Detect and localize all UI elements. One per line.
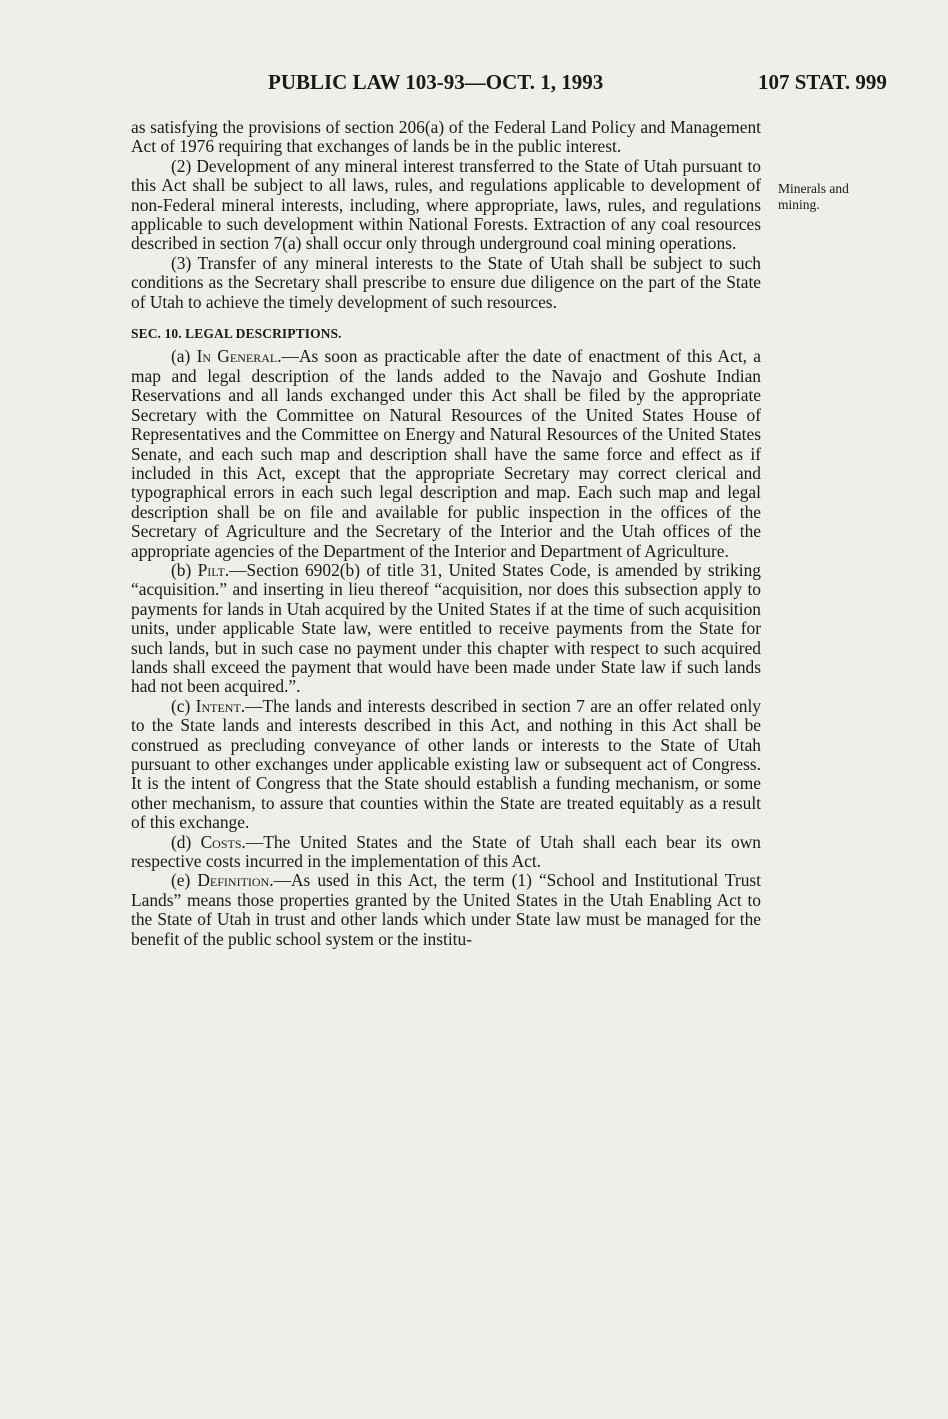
margin-note-line: mining. <box>778 197 820 212</box>
margin-note <box>778 181 888 213</box>
subsection-d-caption: Costs <box>200 831 242 852</box>
header-page-number: 107 STAT. 999 <box>758 70 887 94</box>
running-header <box>0 70 948 100</box>
subsection-b-text: .—Section 6902(b) of title 31, United States Code, is amended by striking “acquisition.” and inserting in lieu thereof “acquisition, nor does this subsection apply to payments for lands in Utah acquired by the United States if at the time of such acquisition units, under applicable State law, were entitled to receive payments from the State for such lands, but in such case no payment under this chapter with respect to such acquired lands shall exceed the payment that would have been made under State law if such lands had not been acquired.”. <box>131 559 761 697</box>
paragraph-3: (3) Transfer of any mineral interests to the State of Utah shall be subject to such conditions as the Secretary shall prescribe to ensure due diligence on the part of the State of Utah to achieve the timely development of such resources. <box>131 252 761 312</box>
header-title: PUBLIC LAW 103-93—OCT. 1, 1993 <box>268 70 604 94</box>
subsection-c-text: .—The lands and interests described in section 7 are an offer related only to the State lands and interests described in this Act, and nothing in this Act shall be construed as precluding conveyance of other lands or interests to the State of Utah pursuant to other exchanges under applicable existing law or subsequent act of Congress. It is the intent of Congress that the State should establish a funding mechanism, or some other mechanism, to assure that counties within the State are treated equitably as a result of this exchange. <box>131 695 761 833</box>
subsection-b-caption: Pilt <box>197 559 225 580</box>
subsection-b <box>131 561 761 697</box>
subsection-e-lead: (e) <box>171 870 198 891</box>
subsection-c-lead: (c) <box>171 695 196 716</box>
paragraph-2: (2) Development of any mineral interest transferred to the State of Utah pursuant to this Act shall be subject to all laws, rules, and regulations applicable to development of non-Federal mineral interests, including, where appropriate, laws, rules, and regulations applicable to such development within National Forests. Extraction of any coal resources described in section 7(a) shall occur only through underground coal mining operations. <box>131 155 761 254</box>
subsection-d-text: .—The United States and the State of Utah shall each bear its own respective costs incurred in the implementation of this Act. <box>131 831 761 872</box>
subsection-a-lead: (a) <box>171 346 197 367</box>
section-heading: SEC. 10. LEGAL DESCRIPTIONS. <box>131 326 342 342</box>
margin-note-line: Minerals and <box>778 181 849 196</box>
subsection-e-text: .—As used in this Act, the term (1) “School and Institutional Trust Lands” means those properties granted by the United States in the Utah Enabling Act to the State of Utah in trust and other lands which under State law must be managed for the benefit of the public school system or the institu- <box>131 870 762 949</box>
subsection-b-lead: (b) <box>171 559 198 580</box>
subsection-c <box>131 697 761 833</box>
subsection-a-caption: In General <box>196 346 278 367</box>
subsection-d <box>131 833 761 872</box>
subsection-a-text: .—As soon as practicable after the date of enactment of this Act, a map and legal description of the lands added to the Navajo and Goshute Indian Reservations and all lands exchanged under this Act shall be filed by the appropriate Secretary with the Committee on Natural Resources of the United States House of Representatives and the Committee on Energy and Natural Resources of the United States Senate, and each such map and description shall have the same force and effect as if included in this Act, except that the appropriate Secretary may correct clerical and typographical errors in each such legal description and map. Each such map and legal description shall be on file and available for public inspection in the offices of the Secretary of Agriculture and the Secretary of the Interior and the Utah offices of the appropriate agencies of the Department of the Interior and Department of Agriculture. <box>131 346 761 561</box>
subsection-c-caption: Intent <box>195 695 241 716</box>
subsection-d-lead: (d) <box>171 831 201 852</box>
paragraph-continuation: as satisfying the provisions of section 206(a) of the Federal Land Policy and Management Act of 1976 requiring that exchanges of lands be in the public interest. <box>131 117 761 157</box>
document-body <box>131 118 761 949</box>
subsection-e <box>131 871 761 949</box>
subsection-a <box>131 347 761 560</box>
subsection-e-caption: Definition <box>197 870 270 891</box>
